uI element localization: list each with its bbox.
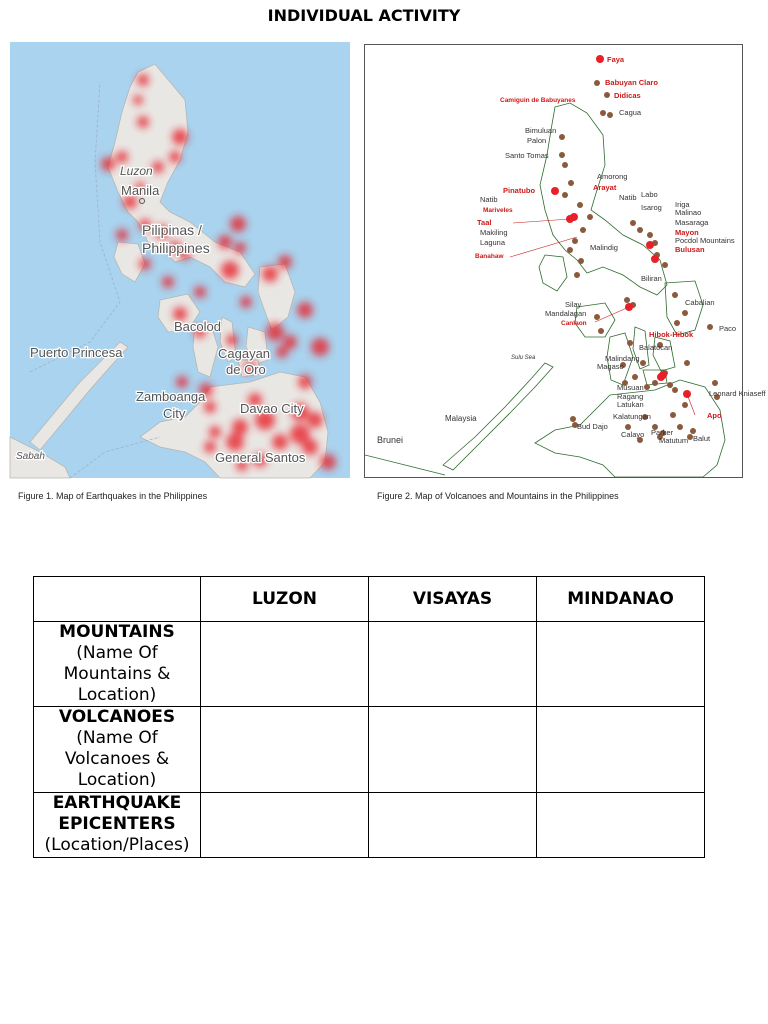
table-row (34, 793, 705, 858)
map-label-iriga: Iriga (675, 200, 690, 209)
map-label-kalatungan: Kalatungan (613, 412, 651, 421)
map-label-silay: Silay (565, 300, 582, 309)
row-header-text: Mountains & (63, 664, 171, 684)
table-header-luzon: LUZON (201, 577, 369, 622)
map-label-apo: Apo (707, 411, 722, 420)
row-header-bold: EPICENTERS (58, 814, 176, 834)
map-label-cabalian: Cabalian (685, 298, 715, 307)
map-label-laguna: Laguna (480, 238, 506, 247)
map-label-palon: Palon (527, 136, 547, 145)
cell-mountains-mindanao[interactable] (537, 622, 705, 707)
map-label-bimuluan: Bimuluan (525, 126, 557, 135)
map-label-malaysia: Malaysia (445, 414, 477, 423)
map-label-manila: Manila (121, 183, 160, 198)
map-label-magaso: Magaso (597, 362, 624, 371)
map-label-leonard-kniaseff: Leonard Kniaseff (709, 389, 766, 398)
earthquake-map (10, 42, 350, 478)
map-label-pinatubo: Pinatubo (503, 186, 536, 195)
map-label-makiling: Makiling (480, 228, 508, 237)
map-label-taal: Taal (477, 218, 492, 227)
map-label-bacolod: Bacolod (174, 319, 221, 334)
map-label-hibok-hibok: Hibok-Hibok (649, 330, 694, 339)
row-header-bold: MOUNTAINS (59, 622, 175, 642)
map-label-paco: Paco (719, 324, 737, 333)
row-header-text: (Name Of (76, 643, 158, 663)
map-label-parker: Parker (651, 428, 674, 437)
row-header-text: Volcanoes & (64, 749, 170, 769)
cell-earthquakes-luzon[interactable] (201, 793, 369, 858)
map-label-general-santos: General Santos (215, 450, 306, 465)
map-label-amorong: Amorong (597, 172, 628, 181)
cell-earthquakes-visayas[interactable] (369, 793, 537, 858)
cell-mountains-visayas[interactable] (369, 622, 537, 707)
map-label-ragang: Ragang (617, 392, 644, 401)
map-label-latukan: Latukan (617, 400, 644, 409)
map-label-pilipinas: Pilipinas / (142, 222, 202, 238)
figure2-caption: Figure 2. Map of Volcanoes and Mountains in the Philippines (377, 491, 619, 501)
map-label-musuan: Musuan (617, 383, 644, 392)
row-header-volcanoes (34, 707, 201, 793)
map-label-city: City (163, 406, 186, 421)
figure1-caption: Figure 1. Map of Earthquakes in the Philippines (18, 491, 208, 501)
row-header-text: (Name Of (76, 728, 158, 748)
map-label-mayon: Mayon (675, 228, 699, 237)
map-label-canlaon: Canlaon (561, 320, 587, 327)
map-label-malindang: Malindang (605, 354, 640, 363)
map-label-bud-dajo: Bud Dajo (577, 422, 608, 431)
table-header-mindanao: MINDANAO (537, 577, 705, 622)
map-label-isarog: Isarog (641, 203, 662, 212)
map-label-sulu-sea: Sulu Sea (511, 355, 536, 361)
map-label-calayo: Calayo (621, 430, 645, 439)
row-header-earthquake-epicenters (34, 793, 201, 858)
map-label-labo: Labo (641, 190, 658, 199)
row-header-bold: EARTHQUAKE (52, 793, 182, 813)
map-label-mandalagan: Mandalagan (545, 309, 587, 318)
map-label-balut: Balut (693, 434, 711, 443)
row-header-text: Location) (77, 770, 157, 790)
cell-mountains-luzon[interactable] (201, 622, 369, 707)
table-row (34, 622, 705, 707)
map-label-mariveles: Mariveles (483, 207, 513, 214)
map-label-matutum: Matutum (659, 436, 689, 445)
map-label-puerto-princesa: Puerto Princesa (30, 345, 123, 360)
map-label-bulusan: Bulusan (675, 245, 705, 254)
map-label-arayat: Arayat (593, 183, 617, 192)
cell-volcanoes-luzon[interactable] (201, 707, 369, 793)
activity-table (33, 576, 705, 858)
map-label-de-oro: de Oro (226, 362, 266, 377)
map-label-cagayan: Cagayan (218, 346, 271, 361)
map-label-davao-city: Davao City (240, 401, 304, 416)
cell-earthquakes-mindanao[interactable] (537, 793, 705, 858)
row-header-text: Location) (77, 685, 157, 705)
map-label-natib-right: Natib (619, 193, 637, 202)
map-label-brunei: Brunei (377, 435, 404, 445)
table-header-visayas: VISAYAS (369, 577, 537, 622)
map-label-camiguin: Camiguin de Babuyanes (500, 97, 576, 104)
page-title: INDIVIDUAL ACTIVITY (267, 6, 461, 25)
map-label-pocdol: Pocdol Mountains (675, 236, 735, 245)
map-label-philippines: Philippines (142, 240, 210, 256)
map-label-sabah: Sabah (16, 451, 45, 462)
map-label-babuyan-claro: Babuyan Claro (605, 78, 658, 87)
cell-volcanoes-visayas[interactable] (369, 707, 537, 793)
map-label-natib: Natib (480, 195, 498, 204)
map-label-malinao: Malinao (675, 208, 702, 217)
map-label-zamboanga: Zamboanga (136, 389, 206, 404)
table-header-row (34, 577, 705, 622)
map-label-cagua: Cagua (619, 108, 642, 117)
map-label-didicas: Didicas (614, 91, 641, 100)
map-label-santo-tomas: Santo Tomas (505, 151, 549, 160)
row-header-bold: VOLCANOES (58, 707, 176, 727)
row-header-mountains (34, 622, 201, 707)
map-label-banahaw: Banahaw (475, 253, 504, 260)
map-label-luzon: Luzon (120, 164, 153, 178)
cell-volcanoes-mindanao[interactable] (537, 707, 705, 793)
table-header-blank (34, 577, 201, 622)
table-row (34, 707, 705, 793)
map-label-balatocan: Balatocan (639, 343, 673, 352)
map-label-faya: Faya (607, 55, 625, 64)
volcano-map (364, 44, 766, 478)
row-header-text: (Location/Places) (44, 835, 190, 855)
map-label-biliran: Biliran (641, 274, 662, 283)
map-label-masaraga: Masaraga (675, 218, 709, 227)
map-label-malindig: Malindig (590, 243, 618, 252)
